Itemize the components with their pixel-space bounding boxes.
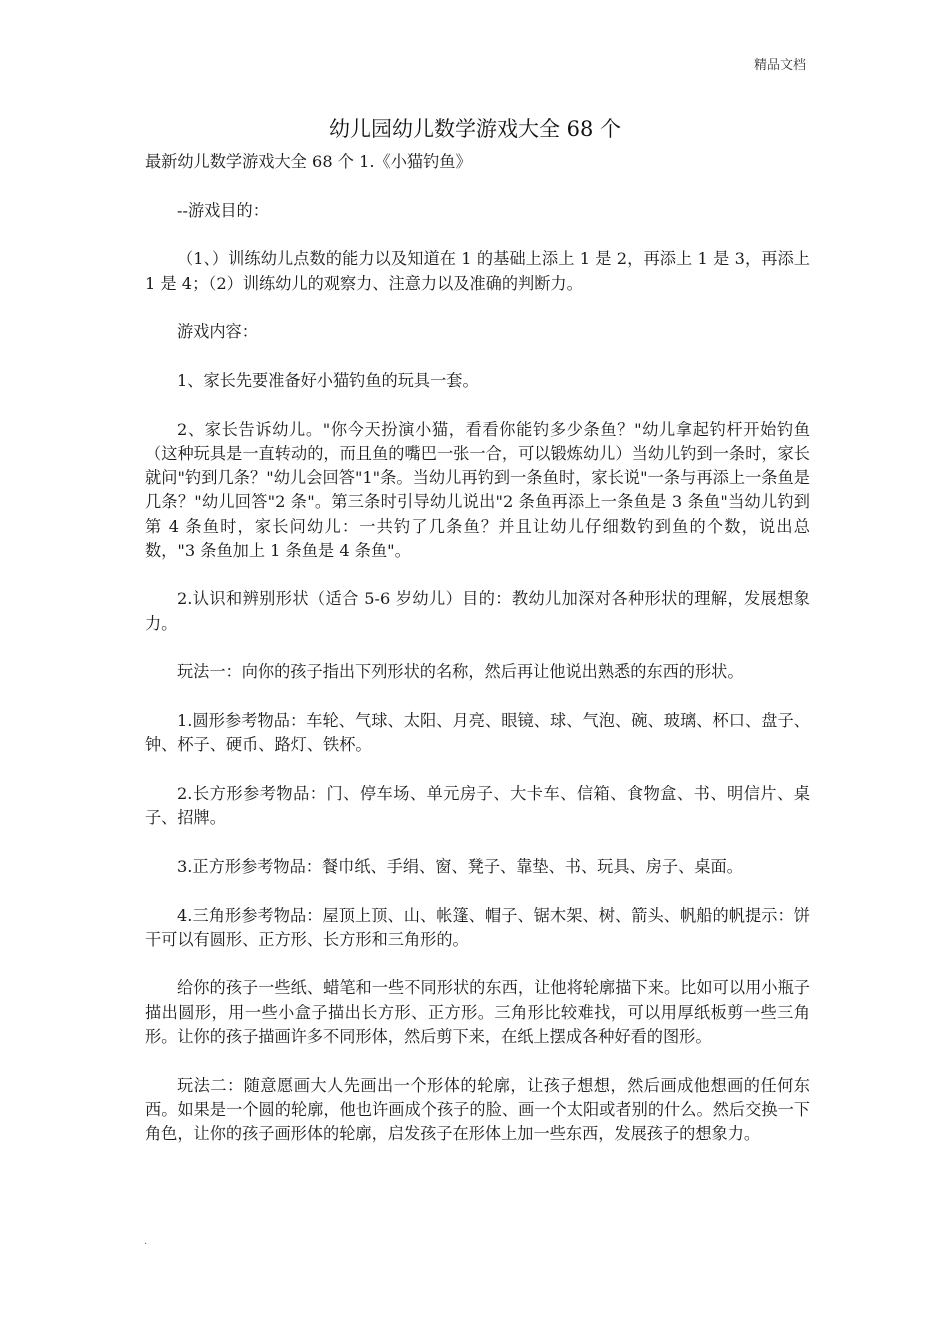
paragraph-game-goal: （1、）训练幼儿点数的能力以及知道在 1 的基础上添上 1 是 2，再添上 1 是 3，再添上 1 是 4；（2）训练幼儿的观察力、注意力以及准确的判断力。 — [145, 249, 810, 293]
paragraph-shapes-intro: 2.认识和辨别形状（适合 5-6 岁幼儿）目的：教幼儿加深对各种形状的理解，发展想象力。 — [145, 589, 810, 633]
paragraph-step-2: 2、家长告诉幼儿。"你今天扮演小猫，看看你能钓多少条鱼？"幼儿拿起钓杆开始钓鱼（这种玩具是一直转动的，而且鱼的嘴巴一张一合，可以锻炼幼儿）当幼儿钓到一条时，家长就问"钓到几条？"幼儿会回答"1"条。当幼儿再钓到一条鱼时，家长说"一条与再添上一条鱼是几条？"幼儿回答"2 条"。第三条时引导幼儿说出"2 条鱼再添上一条鱼是 3 条鱼"当幼儿钓到第 4 条鱼时，家长问幼儿：一共钓了几条鱼？并且让幼儿仔细数钓到鱼的个数，说出总数，"3 条鱼加上 1 条鱼是 4 条鱼"。 — [145, 419, 810, 560]
paragraph-circle: 1.圆形参考物品：车轮、气球、太阳、月亮、眼镜、球、气泡、碗、玻璃、杯口、盘子、钟、杯子、硬币、路灯、铁杯。 — [145, 711, 810, 755]
document-body — [145, 150, 810, 1171]
paragraph-step-1: 1、家长先要准备好小猫钓鱼的玩具一套。 — [177, 371, 479, 391]
paragraph-game-goal-heading: --游戏目的： — [177, 200, 269, 220]
header-tag: 精品文档 — [753, 58, 806, 73]
intro-line: 最新幼儿数学游戏大全 68 个 1.《小猫钓鱼》 — [145, 152, 472, 171]
paragraph-game-content-heading: 游戏内容： — [177, 322, 258, 342]
paragraph-method-1: 玩法一：向你的孩子指出下列形状的名称，然后再让他说出熟悉的东西的形状。 — [177, 662, 744, 682]
paragraph-tracing: 给你的孩子一些纸、蜡笔和一些不同形状的东西，让他将轮廓描下来。比如可以用小瓶子描出圆形，用一些小盒子描出长方形、正方形。三角形比较难找，可以用厚纸板剪一些三角形。让你的孩子描画许多不同形体，然后剪下来，在纸上摆成各种好看的图形。 — [145, 978, 810, 1046]
document-title: 幼儿园幼儿数学游戏大全 68 个 — [328, 117, 622, 141]
paragraph-method-2: 玩法二：随意愿画大人先画出一个形体的轮廓，让孩子想想，然后画成他想画的任何东西。如果是一个圆的轮廓，他也许画成个孩子的脸、画一个太阳或者别的什么。然后交换一下角色，让你的孩子画形体的轮廓，启发孩子在形体上加一些东西，发展孩子的想象力。 — [145, 1075, 810, 1143]
paragraph-square: 3.正方形参考物品：餐巾纸、手绢、窗、凳子、靠垫、书、玩具、房子、桌面。 — [177, 856, 743, 876]
paragraph-triangle: 4.三角形参考物品：屋顶上顶、山、帐篷、帽子、锯木架、树、箭头、帆船的帆提示：饼干可以有圆形、正方形、长方形和三角形的。 — [145, 905, 810, 949]
footer-mark: . — [144, 1236, 148, 1247]
paragraph-rectangle: 2.长方形参考物品：门、停车场、单元房子、大卡车、信箱、食物盒、书、明信片、桌子、招牌。 — [145, 783, 810, 828]
